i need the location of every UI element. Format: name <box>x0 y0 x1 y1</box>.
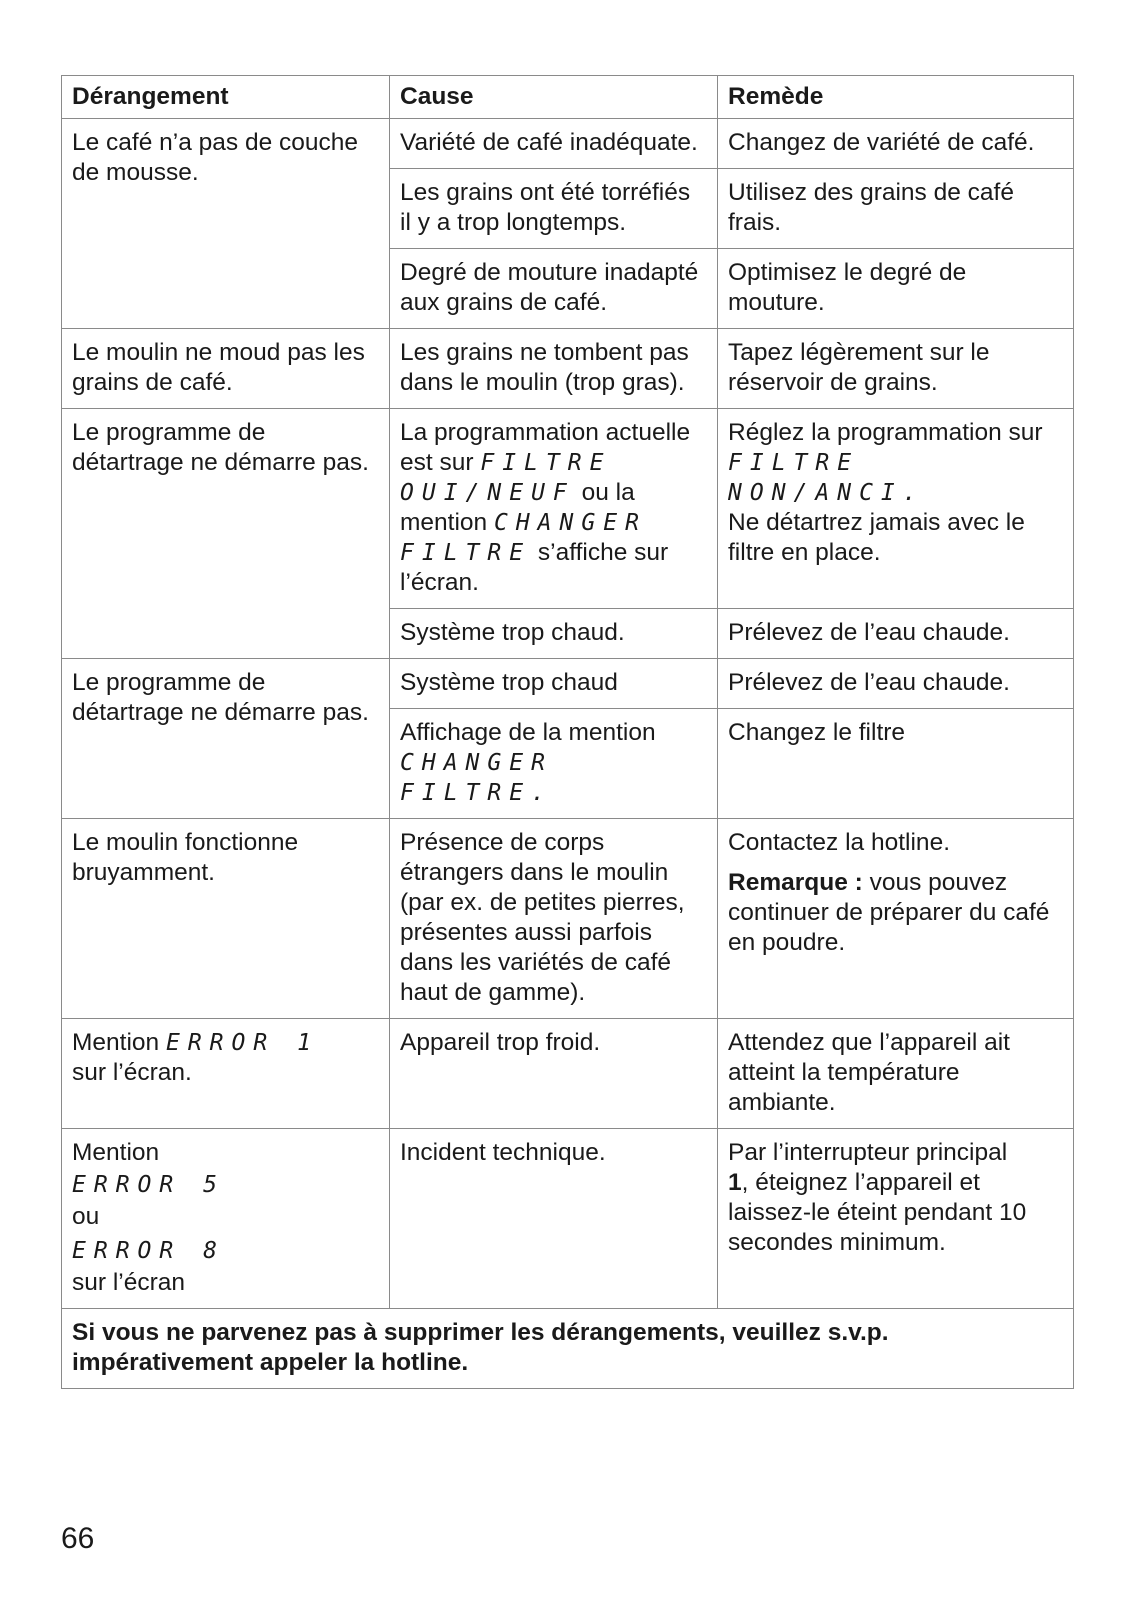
remark-text: vous pouvez continuer de préparer du café en poudre. <box>728 869 1050 956</box>
problem-text: sur l’écran. <box>72 1059 192 1086</box>
remedy-cell: Attendez que l’appareil ait atteint la température ambiante. <box>718 1019 1074 1129</box>
lcd-display-text: FILTRE <box>480 450 612 476</box>
lcd-display-text: NON/ANCI. <box>728 480 925 506</box>
problem-cell: Le moulin ne moud pas les grains de café. <box>62 329 390 409</box>
problem-text: Mention <box>72 1139 160 1166</box>
troubleshooting-table <box>61 75 1074 1389</box>
cause-cell <box>390 709 718 819</box>
problem-cell: Le moulin fonctionne bruyamment. <box>62 819 390 1019</box>
lcd-display-text: CHANGER <box>493 510 647 536</box>
page-number: 66 <box>61 1522 95 1555</box>
lcd-display-text: OUI/NEUF <box>400 480 575 506</box>
problem-text: Mention <box>72 1029 160 1056</box>
remedy-cell: Changez de variété de café. <box>718 119 1074 169</box>
problem-cell: Le programme de détartrage ne démarre pas. <box>62 409 390 659</box>
remedy-text: Par l’interrupteur principal <box>728 1139 1008 1166</box>
remedy-text: Réglez la programmation sur <box>728 419 1043 446</box>
problem-text: sur l’écran <box>72 1269 186 1296</box>
cause-cell <box>390 409 718 609</box>
table-footer-row <box>62 1309 1074 1389</box>
remedy-cell <box>718 409 1074 609</box>
cause-cell: Variété de café inadéquate. <box>390 119 718 169</box>
remedy-cell: Prélevez de l’eau chaude. <box>718 659 1074 709</box>
lcd-display-text: ERROR 8 <box>72 1238 225 1264</box>
remedy-cell: Tapez légèrement sur le réservoir de grains. <box>718 329 1074 409</box>
table-header-row <box>62 76 1074 119</box>
cause-cell: Les grains ne tombent pas dans le moulin (trop gras). <box>390 329 718 409</box>
header-problem: Dérangement <box>62 76 390 119</box>
remedy-text: , éteignez l’appareil et laissez-le éteint pendant 10 secondes minimum. <box>728 1169 1027 1256</box>
cause-cell: Les grains ont été torréfiés il y a trop longtemps. <box>390 169 718 249</box>
problem-cell <box>62 1129 390 1309</box>
lcd-display-text: ERROR 5 <box>72 1172 225 1198</box>
remedy-cell: Changez le filtre <box>718 709 1074 819</box>
lcd-display-text: FILTRE <box>728 450 860 476</box>
cause-cell: Appareil trop froid. <box>390 1019 718 1129</box>
header-remedy: Remède <box>718 76 1074 119</box>
remedy-cell: Utilisez des grains de café frais. <box>718 169 1074 249</box>
table-row <box>62 659 1074 709</box>
remark-note <box>728 868 1063 958</box>
cause-cell: Système trop chaud. <box>390 609 718 659</box>
cause-text: Affichage de la mention <box>400 719 656 746</box>
hotline-notice: Si vous ne parvenez pas à supprimer les dérangements, veuillez s.v.p. impérativement appeler la hotline. <box>62 1309 1074 1389</box>
remedy-text: Contactez la hotline. <box>728 829 950 856</box>
table-row <box>62 409 1074 609</box>
cause-cell: Degré de mouture inadapté aux grains de café. <box>390 249 718 329</box>
table-row <box>62 1019 1074 1129</box>
switch-number: 1 <box>728 1169 742 1196</box>
remark-label: Remarque : <box>728 869 863 896</box>
remedy-cell: Optimisez le degré de mouture. <box>718 249 1074 329</box>
table-row <box>62 119 1074 169</box>
problem-text: ou <box>72 1203 100 1230</box>
problem-cell <box>62 1019 390 1129</box>
lcd-display-text: ERROR 1 <box>165 1030 319 1056</box>
table-row <box>62 329 1074 409</box>
lcd-display-text: CHANGER <box>400 750 553 776</box>
table-row <box>62 1129 1074 1309</box>
remedy-text: Ne détartrez jamais avec le filtre en place. <box>728 509 1025 566</box>
cause-cell: Présence de corps étrangers dans le moulin (par ex. de petites pierres, présentes aussi parfois dans les variétés de café haut de gamme). <box>390 819 718 1019</box>
table-row <box>62 819 1074 1019</box>
cause-cell: Système trop chaud <box>390 659 718 709</box>
lcd-display-text: FILTRE <box>400 540 532 566</box>
cause-cell: Incident technique. <box>390 1129 718 1309</box>
problem-cell: Le programme de détartrage ne démarre pas. <box>62 659 390 819</box>
cause-text: La programmation actuelle est sur <box>400 419 691 476</box>
remedy-cell: Prélevez de l’eau chaude. <box>718 609 1074 659</box>
cause-text: s’affiche sur l’écran. <box>400 539 669 596</box>
problem-cell: Le café n’a pas de couche de mousse. <box>62 119 390 329</box>
remedy-cell <box>718 819 1074 1019</box>
lcd-display-text: FILTRE. <box>400 780 553 806</box>
header-cause: Cause <box>390 76 718 119</box>
remedy-cell <box>718 1129 1074 1309</box>
cause-text: ou la mention <box>400 479 635 536</box>
